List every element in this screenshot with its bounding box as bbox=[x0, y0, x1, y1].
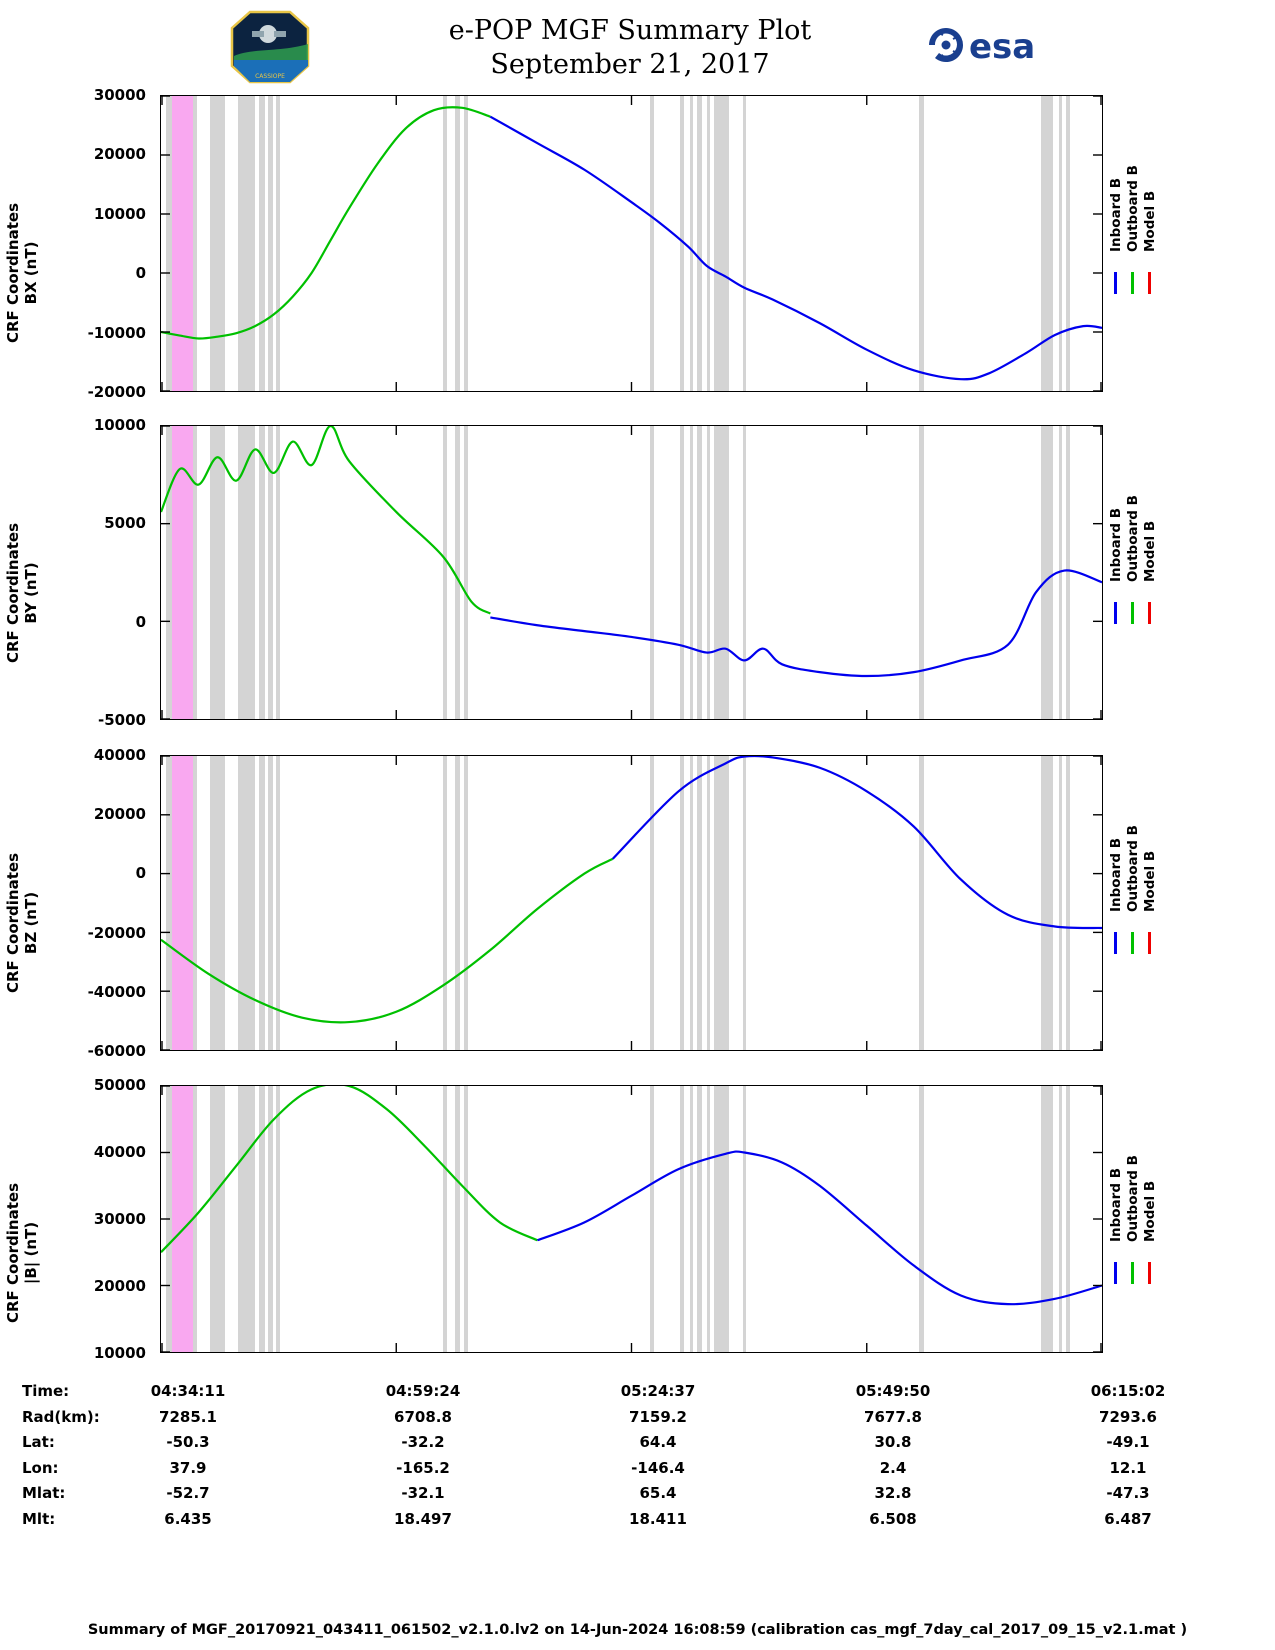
panel-bmag-plot-area bbox=[161, 1086, 1102, 1352]
row-label-mlat: Mlat: bbox=[22, 1484, 66, 1502]
title-line-1: e-POP MGF Summary Plot bbox=[448, 15, 812, 46]
title-line-2: September 21, 2017 bbox=[490, 49, 770, 80]
panel-4-axis-title-line1: CRF Coordinates bbox=[4, 1183, 22, 1323]
panel-1-axis-title-line1: CRF Coordinates bbox=[4, 203, 22, 343]
panel-3-axis-title-line2: BZ (nT) bbox=[22, 891, 40, 955]
panel-traces bbox=[161, 96, 1102, 391]
svg-text:esa: esa bbox=[969, 27, 1036, 66]
panel-2-axis-title-line2: BY (nT) bbox=[22, 562, 40, 624]
trace-outboard-b bbox=[161, 107, 490, 338]
panel-1-axis-title bbox=[4, 173, 40, 373]
esa-logo-icon bbox=[925, 24, 1045, 66]
table-row: Mlat: -52.7 -32.1 65.4 32.8 -47.3 bbox=[22, 1484, 1150, 1502]
panel-by-plot-area bbox=[161, 426, 1102, 719]
panel-1-y-ticklabels: 30000 20000 10000 0 -10000 -20000 bbox=[87, 86, 146, 401]
legend-swatch-outboard bbox=[1131, 1262, 1134, 1284]
trace-inboard-b bbox=[537, 1152, 1102, 1305]
legend-label-outboard: Outboard B bbox=[1125, 825, 1141, 912]
cassiope-epop-logo-icon bbox=[222, 8, 318, 86]
legend-swatch-inboard bbox=[1114, 932, 1117, 954]
legend-label-model: Model B bbox=[1142, 1180, 1158, 1242]
legend-swatch-model bbox=[1148, 272, 1151, 294]
panel-traces bbox=[161, 756, 1102, 1050]
panel-by[interactable] bbox=[160, 425, 1103, 720]
legend-swatch-outboard bbox=[1131, 272, 1134, 294]
table-row: Rad(km): 7285.1 6708.8 7159.2 7677.8 7293.6 bbox=[22, 1407, 1157, 1426]
row-label-rad: Rad(km): bbox=[22, 1407, 100, 1426]
trace-inboard-b bbox=[490, 570, 1102, 676]
legend-swatch-model bbox=[1148, 932, 1151, 954]
panel-bx-plot-area bbox=[161, 96, 1102, 391]
panel-3-axis-title-line1: CRF Coordinates bbox=[4, 853, 22, 993]
panel-2-axis-title-line1: CRF Coordinates bbox=[4, 523, 22, 663]
legend-label-model: Model B bbox=[1142, 520, 1158, 582]
panel-traces bbox=[161, 1086, 1102, 1352]
ephemeris-table bbox=[22, 1382, 1262, 1535]
panel-4-y-ticklabels: 50000 40000 30000 20000 10000 bbox=[93, 1076, 146, 1362]
legend-label-outboard: Outboard B bbox=[1125, 165, 1141, 252]
legend-panel-bmag bbox=[1108, 1140, 1178, 1250]
table-row: Mlt: 6.435 18.497 18.411 6.508 6.487 bbox=[22, 1509, 1152, 1528]
row-label-lon: Lon: bbox=[22, 1458, 59, 1477]
panel-2-axis-title bbox=[4, 493, 40, 693]
trace-inboard-b bbox=[490, 117, 1102, 380]
panel-3-y-ticklabels: 40000 20000 0 -20000 -40000 -60000 bbox=[87, 746, 146, 1060]
panel-3-axis-title bbox=[4, 823, 40, 1023]
legend-label-inboard: Inboard B bbox=[1108, 838, 1124, 912]
legend-label-inboard: Inboard B bbox=[1108, 178, 1124, 252]
legend-swatch-inboard bbox=[1114, 1262, 1117, 1284]
table-row: Lat: -50.3 -32.2 64.4 30.8 -49.1 bbox=[22, 1433, 1150, 1451]
panel-bx[interactable] bbox=[160, 95, 1103, 392]
legend-label-inboard: Inboard B bbox=[1108, 508, 1124, 582]
table-row: Time: 04:34:11 04:59:24 05:24:37 05:49:50 06:15:02 bbox=[22, 1382, 1166, 1400]
trace-inboard-b bbox=[613, 756, 1102, 928]
panel-bz[interactable] bbox=[160, 755, 1103, 1051]
row-label-mlt: Mlt: bbox=[22, 1509, 56, 1528]
legend-label-outboard: Outboard B bbox=[1125, 1155, 1141, 1242]
svg-text:CASSIOPE: CASSIOPE bbox=[255, 73, 285, 80]
legend-panel-bx bbox=[1108, 150, 1178, 260]
trace-outboard-b bbox=[161, 426, 490, 614]
legend-swatch-model bbox=[1148, 1262, 1151, 1284]
panel-bz-plot-area bbox=[161, 756, 1102, 1050]
legend-label-outboard: Outboard B bbox=[1125, 495, 1141, 582]
legend-label-model: Model B bbox=[1142, 190, 1158, 252]
legend-label-model: Model B bbox=[1142, 850, 1158, 912]
row-label-lat: Lat: bbox=[22, 1433, 55, 1451]
panel-4-axis-title bbox=[4, 1153, 40, 1353]
legend-panel-bz bbox=[1108, 810, 1178, 920]
legend-swatch-inboard bbox=[1114, 272, 1117, 294]
legend-label-inboard: Inboard B bbox=[1108, 1168, 1124, 1242]
trace-outboard-b bbox=[161, 859, 613, 1022]
row-label-time: Time: bbox=[22, 1382, 70, 1400]
table-row: Lon: 37.9 -165.2 -146.4 2.4 12.1 bbox=[22, 1458, 1147, 1477]
legend-swatch-model bbox=[1148, 602, 1151, 624]
legend-panel-by bbox=[1108, 480, 1178, 590]
panel-2-y-ticklabels: 10000 5000 0 -5000 bbox=[93, 416, 146, 729]
legend-swatch-outboard bbox=[1131, 602, 1134, 624]
footer-caption: Summary of MGF_20170921_043411_061502_v2.1.0.lv2 on 14-Jun-2024 16:08:59 (calibration cas_mgf_7day_cal_2017_09_15_v2.1.mat ) bbox=[87, 1622, 1188, 1638]
legend-swatch-outboard bbox=[1131, 932, 1134, 954]
panel-4-axis-title-line2: |B| (nT) bbox=[22, 1221, 40, 1285]
panel-traces bbox=[161, 426, 1102, 719]
panel-1-axis-title-line2: BX (nT) bbox=[22, 241, 40, 305]
trace-outboard-b bbox=[161, 1086, 537, 1252]
page-header bbox=[0, 0, 1275, 90]
legend-swatch-inboard bbox=[1114, 602, 1117, 624]
page-title bbox=[330, 14, 930, 82]
panel-bmag[interactable] bbox=[160, 1085, 1103, 1353]
